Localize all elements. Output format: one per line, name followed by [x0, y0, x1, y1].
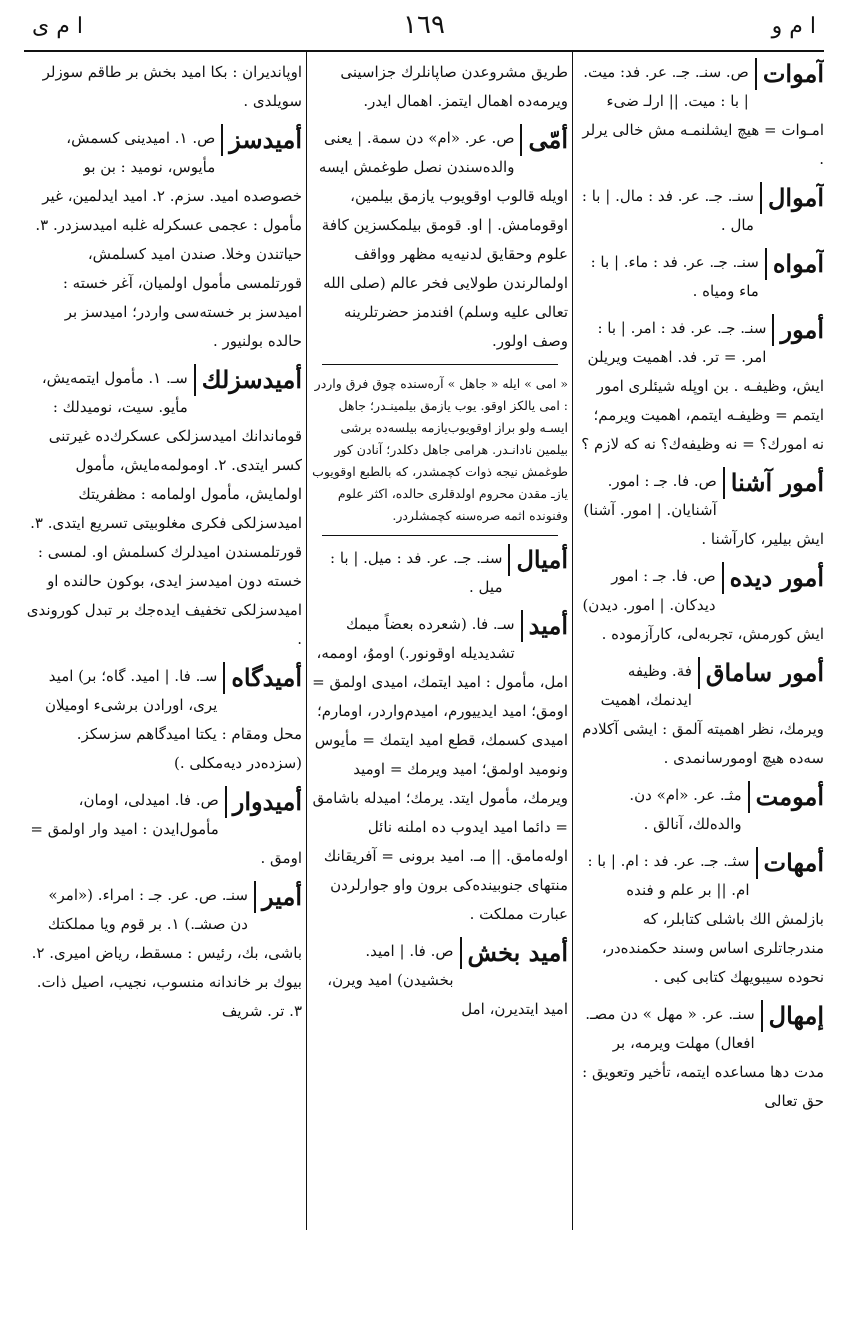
- entry-headword: أمور: [772, 314, 824, 346]
- entry-headword: أميد: [521, 610, 568, 642]
- column-divider: [572, 52, 573, 1230]
- dictionary-entry: [312, 937, 568, 1024]
- dictionary-entry: [312, 610, 568, 929]
- entry-headword: أمور ديده: [722, 562, 824, 594]
- entry-definition: ص. فا. اميدلى، اومان، مأمول‌ايدن : اميد وار اولمق = اومق .: [30, 791, 302, 867]
- header-guide-left: ا م ی: [32, 14, 83, 39]
- dictionary-entry: [26, 786, 302, 873]
- entry-definition: سـ. ١. مأمول ايتمه‌يش، مأيو. سيت، نوميدلك : قوماندانك اميدسزلكى عسكرك‌ده غيرتنى كسر ايتدى. ٢. اومولمه‌مايش، مأمول اولمايش، مأمول اولمامه : مظفريتك اميدسزلكى فكرى مغلوبيتى تسريع ايتدى. ٣. قورتلمسندن اميدلرك كسلمش او. لمسى : خسته دون اميدسز ايدى، بوكون حالنده او اميدسزلكى تخفيف ايده‌جك بر تبدل كوروندى .: [26, 369, 302, 648]
- entry-headword: أمور آشنا: [723, 467, 824, 499]
- dictionary-entry: [578, 657, 824, 773]
- entry-definition: ص. فا. | اميد. بخشيدن) اميد ويرن، اميد ايتديرن، امل: [327, 942, 568, 1018]
- dictionary-entry: [312, 124, 568, 356]
- entry-headword: أميدگاه: [223, 662, 302, 694]
- entry-headword: أمير: [254, 881, 302, 913]
- dictionary-entry: [26, 881, 302, 1026]
- dictionary-entry: [578, 314, 824, 459]
- entry-headword: أميدسز: [221, 124, 302, 156]
- dictionary-entry: [26, 58, 302, 116]
- dictionary-entry: [312, 373, 568, 527]
- entry-definition: سنـ. جـ. عر. فد : ميل. | با : ميل .: [330, 549, 503, 596]
- entry-headword: أمومت: [748, 781, 824, 813]
- dictionary-entry: [312, 58, 568, 116]
- entry-definition: سنـ. جـ. عر. فد : امر. | با : امر. = تر. فد. اهميت ويريلن ايش، وظيفـه . بن اوپله شيئلرى امور ايتمم = وظيفـه ايتمم، اهميت ويرمم؛ نه امورك؟ = نه وظيفه‌ك؟ نه كه لازم ؟: [581, 319, 824, 453]
- dictionary-entry: [578, 562, 824, 649]
- dictionary-entry: [26, 364, 302, 654]
- column-middle: [312, 58, 568, 1226]
- column-divider: [306, 52, 307, 1230]
- entry-headword: إمهال: [761, 1000, 824, 1032]
- entry-headword: أميدوار: [225, 786, 302, 818]
- entry-definition: اوپانديران : بكا اميد بخش بر طاقم سوزلر سويلدى .: [42, 63, 302, 110]
- entry-definition: سثـ. جـ. عر. فد : ام. | با : ام. || بر علم و فنده بازلمش الك باشلى كتابلر، كه مندرجاتلرى اساس وسند حكمنده‌در، نحوده سيبويهك كتابى كبى .: [587, 852, 824, 986]
- entry-headword: أميد بخش: [460, 937, 569, 969]
- dictionary-entry: [578, 182, 824, 240]
- entry-headword: أمور ساماق: [698, 657, 824, 689]
- dictionary-entry: [312, 544, 568, 602]
- entry-definition: سـ. فا. (شعرده بعضاً ميمك تشديديله اوقونور.) اوموُ، اوممه، امل، مأمول : اميد ايتمك، اميدى اولمق = اومق؛ اميد ايدييورم، اميدم‌واردر، اومارم؛ اميدى كسمك، قطع اميد ايتمك = مأيوس ونوميد اولمق؛ اميد ويرمك = اوميد ويرمك، مأمول ايتد. يرمك؛ اميدله باشامق = دائما اميد ايدوب ده املنه نائل اوله‌مامق. || مـ. اميد برونى = آفريقانك منتهاى جنوبينده‌كى برون واو جوارلردن عبارت مملكت .: [312, 615, 568, 923]
- header-rule: [24, 50, 824, 52]
- entry-headword: آموات: [755, 58, 824, 90]
- entry-headword: أمهات: [756, 847, 825, 879]
- dictionary-entry: [26, 662, 302, 778]
- entry-separator: [322, 535, 558, 536]
- entry-separator: [322, 364, 558, 365]
- entry-definition: سنـ. ص. عر. جـ : امراء. («امر» دن صشـ.) ١. بر قوم ويا مملكتك باشى، بك، رئيس : مسقط، رياض اميرى. ٢. بيوك بر خاندانه منسوب، نجيب، اصيل ذات. ٣. تر. شريف: [31, 886, 302, 1020]
- entry-definition: ص. عر. «ام» دن سمة. | يعنى والده‌سندن نصل طوغمش ايسه اويله قالوب اوقويوب يازمق بيلمين، اوقومامش. | او. قومق بيلمكسزين كافة علوم وحقايق لدنيه‌يه مظهر وواقف اولمالرندن طولايى فخر عالم (صلى الله تعالى عليه وسلم) افندمز حضرتلرينه وصف اولور.: [318, 129, 568, 350]
- dictionary-entry: [578, 467, 824, 554]
- entry-definition: ص. فا. جـ : امور ديدكان. | امور. ديدن) ايش كورمش، تجربه‌لى، كارآزموده .: [582, 567, 824, 643]
- entry-definition: مثـ. عر. «ام» دن. والده‌لك، آنالق .: [629, 786, 742, 833]
- entry-headword: آمواه: [765, 248, 824, 280]
- entry-definition: ص. ١. اميدينى كسمش، مأيوس، نوميد : بن بو خصوصده اميد. سزم. ٢. اميد ايدلمين، غير مأمول : عجمى عسكرله غلبه اميدسزدر. ٣. حياتندن وخلا. صندن اميد كسلمش، قورتلمسى مأمول اولميان، آغر خسته : اميدسز بر خسته‌سى واردر؛ اميدسز بر حالده بولنيور .: [35, 129, 302, 350]
- entry-definition: « امى » ايله « جاهل » آره‌سنده چوق فرق واردر : امى يالكز اوقو. يوب يازمق بيلمينـدر؛ جاهل ايسـه ولو براز اوقويوب‌يازمه بيلسه‌ده برشى بيلمين نادانـدر. هرامى جاهل دكلدر؛ آنادن كور طوغمش نيجه ذوات كچمشدر، كه بالطبع اوقويوب يازـ مقدن محروم اولدقلرى حالده، اكثر علوم وفنونده اثمه صره‌سنه كچمشلردر.: [312, 376, 568, 523]
- entry-definition: سنـ. عر. « مهل » دن مصـ. افعال) مهلت ويرمه، بر مدت دها مساعده ايتمه، تأخير وتعويق : حق تعالى: [582, 1005, 824, 1110]
- column-left: [26, 58, 302, 1226]
- entry-definition: طريق مشروعدن صاپانلرك جزاسينى ويرمه‌ده اهمال ايتمز. اهمال ايدر.: [340, 63, 568, 110]
- entry-headword: أميدسزلك: [194, 364, 302, 396]
- page-number: ١٦٩: [403, 10, 445, 40]
- page-header: [24, 10, 824, 50]
- column-right: [578, 58, 824, 1226]
- dictionary-entry: [26, 124, 302, 356]
- entry-definition: ص. سنـ. جـ. عر. فد: ميت. | با : ميت. || ارلـ ضىء امـوات = هيچ ايشلنمـه مش خالى يرلر .: [582, 63, 824, 168]
- dictionary-entry: [578, 58, 824, 174]
- dictionary-entry: [578, 1000, 824, 1116]
- dictionary-entry: [578, 847, 824, 992]
- dictionary-entry: [578, 781, 824, 839]
- entry-headword: آموال: [760, 182, 824, 214]
- entry-definition: سـ. فا. | اميد. گاه؛ بر) اميد يرى، اورادن برشىء اوميلان محل ومقام : يكتا اميدگاهم سزسكز. (سزده‌در ديه‌مكلى .): [44, 667, 302, 772]
- header-guide-right: ا م و: [771, 14, 816, 39]
- entry-definition: فة. وظيفه ايدنمك، اهميت ويرمك، نظر اهميته آلمق : ايشى آكلادم سه‌ده هيچ اومورسانمدى .: [582, 662, 824, 767]
- entry-definition: سنـ. جـ. عر. فد : ماء. | با : ماء ومياه .: [590, 253, 759, 300]
- dictionary-entry: [578, 248, 824, 306]
- entry-headword: أميال: [508, 544, 568, 576]
- entry-definition: سنـ. جـ. عر. فد : مال. | با : مال .: [581, 187, 754, 234]
- entry-definition: ص. فا. جـ : امور. آشنايان. | امور. آشنا) ايش بيلير، كارآشنا .: [583, 472, 824, 548]
- entry-headword: أمّى: [520, 124, 568, 156]
